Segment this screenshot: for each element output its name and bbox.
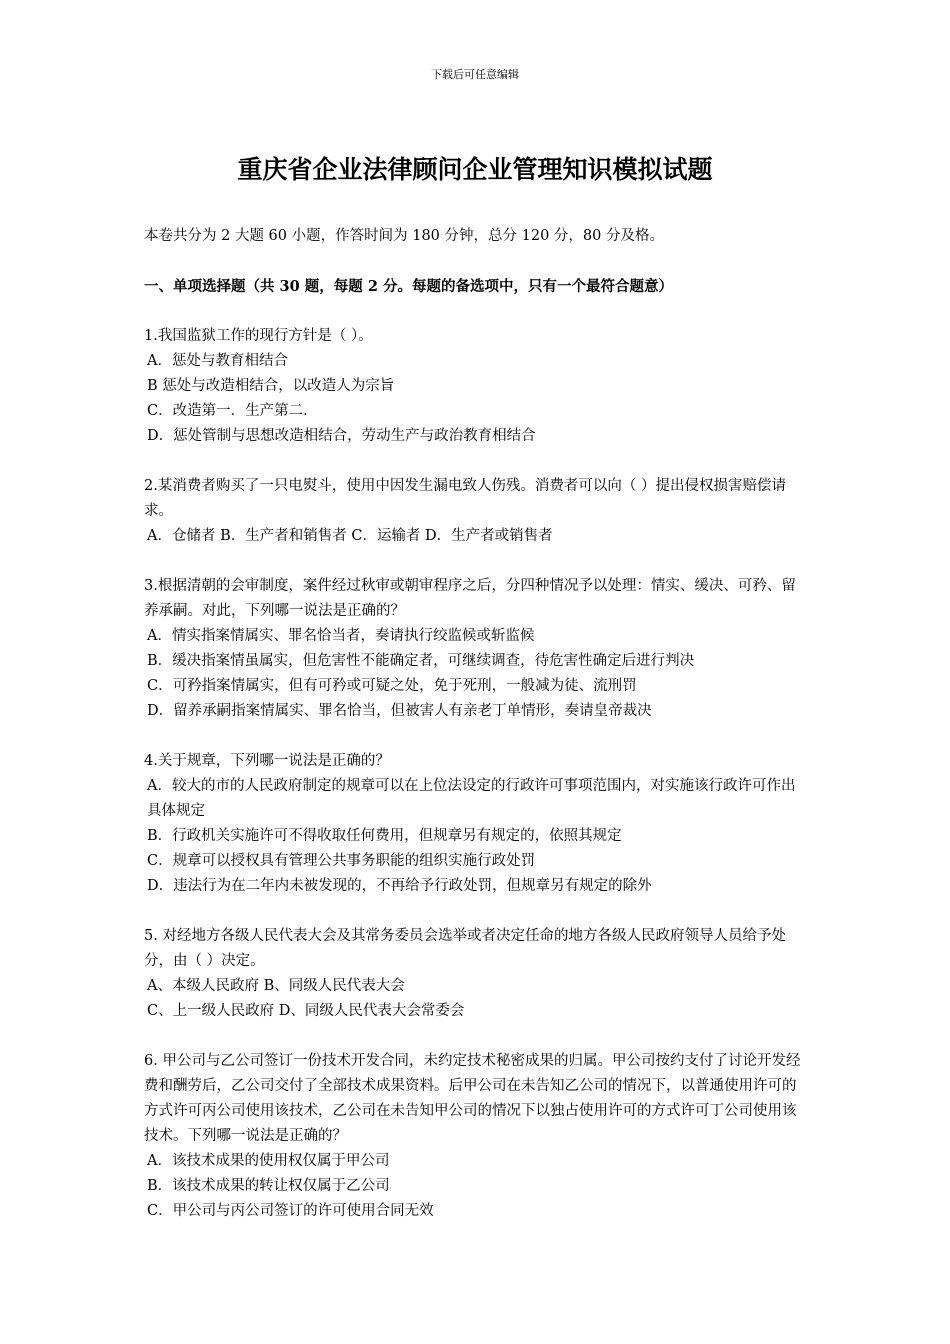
option: A、本级人民政府 B、同级人民代表大会 <box>147 978 405 994</box>
question-3 <box>144 574 809 724</box>
option: B．缓决指案情虽属实，但危害性不能确定者，可继续调查，待危害性确定后进行判决 <box>147 653 695 669</box>
option: C．改造第一．生产第二． <box>147 403 318 419</box>
question-1 <box>144 324 809 449</box>
question-4 <box>144 749 809 899</box>
section-title: 一、单项选择题（共 30 题，每题 2 分。每题的备选项中，只有一个最符合题意） <box>144 278 673 295</box>
option: D．惩处管制与思想改造相结合，劳动生产与政治教育相结合 <box>147 428 536 444</box>
question-stem: 2.某消费者购买了一只电熨斗，使用中因发生漏电致人伤残。消费者可以向（ ）提出侵权损害赔偿请求。 <box>144 478 786 519</box>
option: B 惩处与改造相结合，以改造人为宗旨 <box>147 378 395 394</box>
exam-intro: 本卷共分为 2 大题 60 小题，作答时间为 180 分钟，总分 120 分，80 分及格。 <box>144 228 664 244</box>
question-stem: 5. 对经地方各级人民代表大会及其常务委员会选举或者决定任命的地方各级人民政府领导人员给予处分，由（ ）决定。 <box>144 928 786 969</box>
question-5 <box>144 924 809 1024</box>
option: C．甲公司与丙公司签订的许可使用合同无效 <box>147 1203 434 1219</box>
option: C．可矜指案情属实，但有可矜或可疑之处，免于死刑，一般减为徒、流刑罚 <box>147 678 637 694</box>
option: A．较大的市的人民政府制定的规章可以在上位法设定的行政许可事项范围内，对实施该行政许可作出具体规定 <box>147 778 796 819</box>
question-stem: 1.我国监狱工作的现行方针是（ ）。 <box>144 328 373 344</box>
question-6 <box>144 1049 809 1224</box>
question-2 <box>144 474 809 549</box>
question-stem: 4.关于规章，下列哪一说法是正确的？ <box>144 753 390 769</box>
option: C．规章可以授权具有管理公共事务职能的组织实施行政处罚 <box>147 853 536 869</box>
option: D．违法行为在二年内未被发现的，不再给予行政处罚，但规章另有规定的除外 <box>147 878 652 894</box>
question-stem: 3.根据清朝的会审制度，案件经过秋审或朝审程序之后，分四种情况予以处理：情实、缓决、可矜、留养承嗣。对此，下列哪一说法是正确的？ <box>144 578 796 619</box>
option: A．该技术成果的使用权仅属于甲公司 <box>147 1153 390 1169</box>
question-stem: 6. 甲公司与乙公司签订一份技术开发合同，未约定技术秘密成果的归属。甲公司按约支付了讨论开发经费和酬劳后，乙公司交付了全部技术成果资料。后甲公司在未告知乙公司的情况下，以普通使用许可的方式许可丙公司使用该技术，乙公司在未告知甲公司的情况下以独占使用许可的方式许可丁公司使用该技术。下列哪一说法是正确的？ <box>144 1053 801 1144</box>
option: D．留养承嗣指案情属实、罪名恰当，但被害人有亲老丁单情形，奏请皇帝裁决 <box>147 703 652 719</box>
option: A．仓储者 B．生产者和销售者 C．运输者 D．生产者或销售者 <box>147 528 553 544</box>
page-title: 重庆省企业法律顾问企业管理知识模拟试题 <box>237 155 713 184</box>
page-header: 下载后可任意编辑 <box>431 68 519 81</box>
document-body <box>144 224 809 1249</box>
option: A．惩处与教育相结合 <box>147 353 288 369</box>
option: B．该技术成果的转让权仅属于乙公司 <box>147 1178 390 1194</box>
option: B．行政机关实施许可不得收取任何费用，但规章另有规定的，依照其规定 <box>147 828 622 844</box>
option: C、上一级人民政府 D、同级人民代表大会常委会 <box>147 1003 465 1019</box>
option: A．情实指案情属实、罪名恰当者，奏请执行绞监候或斩监候 <box>147 628 535 644</box>
